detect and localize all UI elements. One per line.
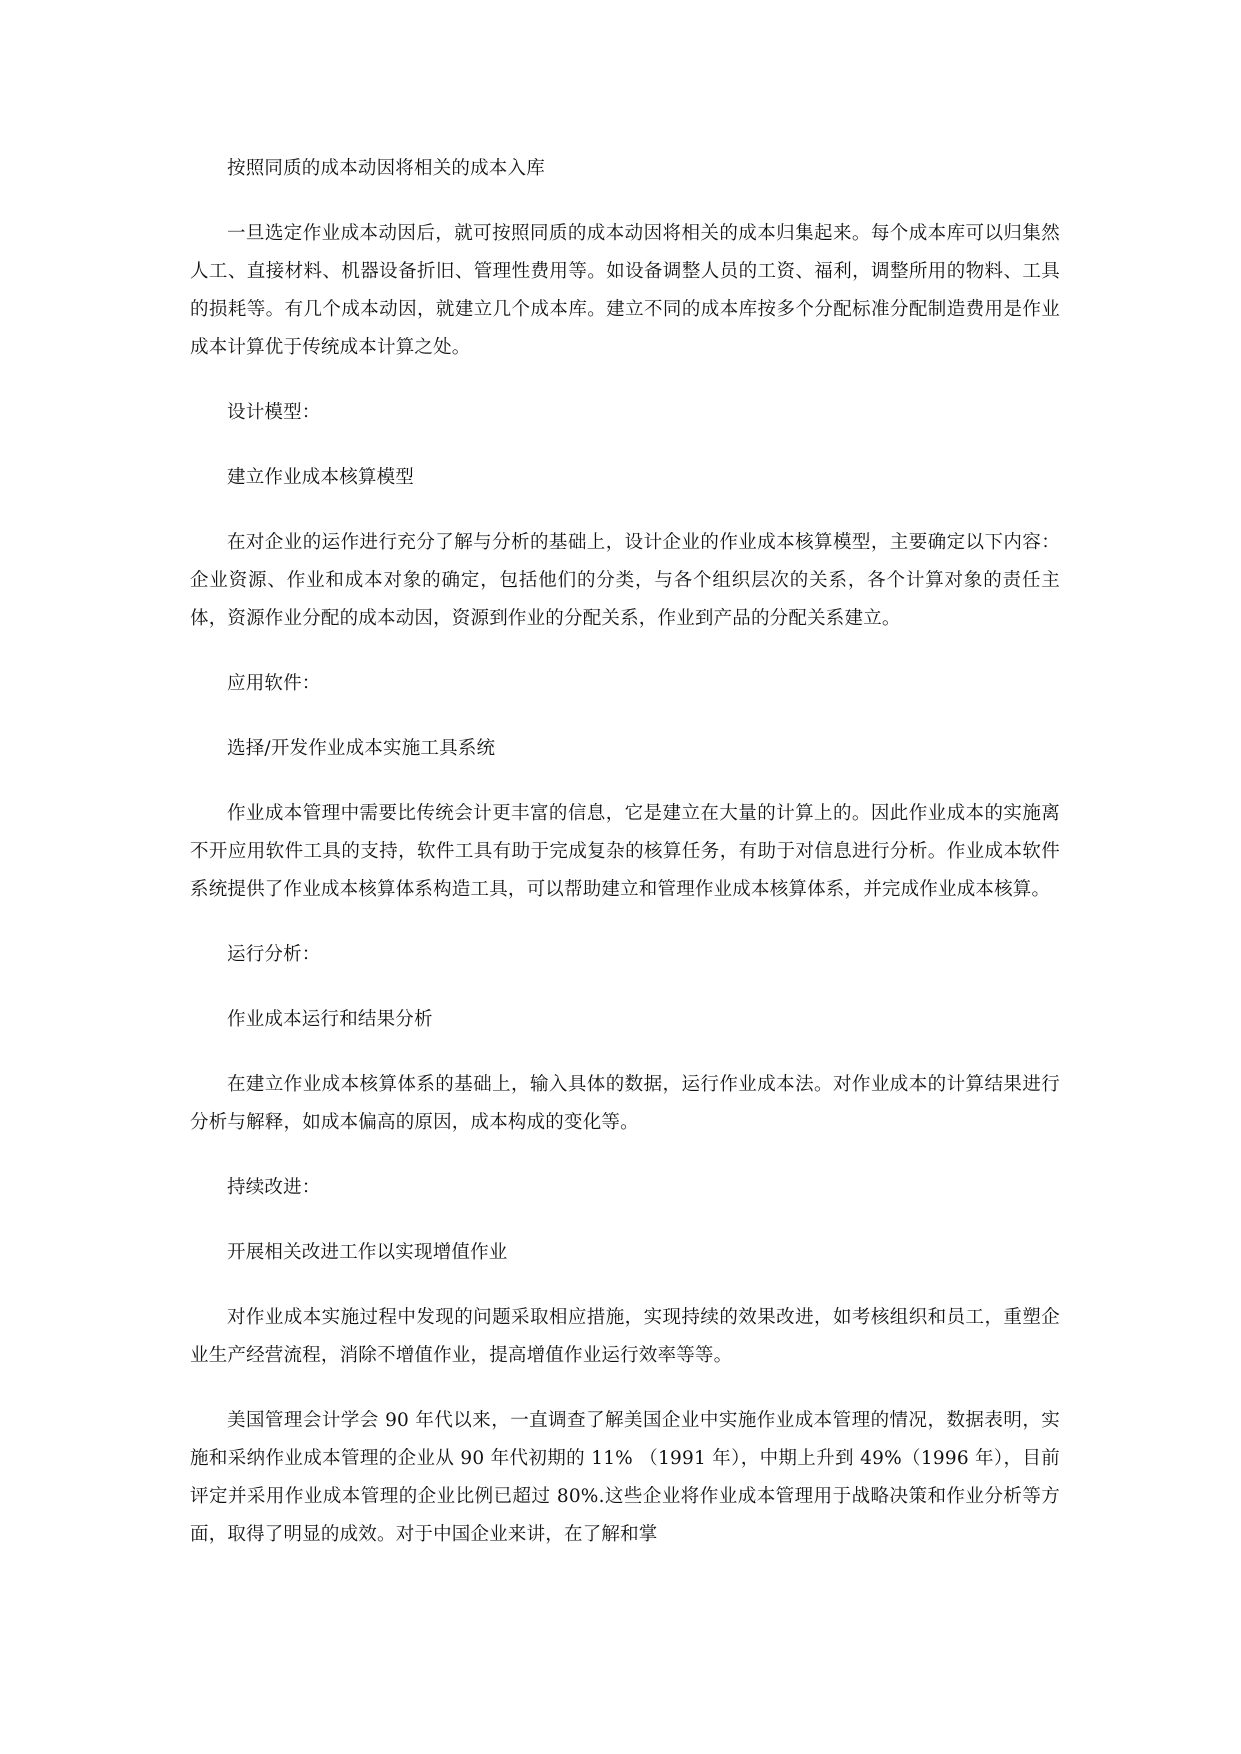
paragraph-software-heading: 选择/开发作业成本实施工具系统 [227,738,496,759]
paragraph-software-label: 应用软件： [227,673,321,694]
paragraph-analysis-label: 运行分析： [227,944,321,965]
paragraph-design-model-body: 在对企业的运作进行充分了解与分析的基础上，设计企业的作业成本核算模型，主要确定以下内容：企业资源、作业和成本对象的确定，包括他们的分类，与各个组织层次的关系，各个计算对象的责任主体，资源作业分配的成本动因，资源到作业的分配关系，作业到产品的分配关系建立。 [190,532,1060,629]
paragraph-design-model-heading: 建立作业成本核算模型 [227,467,415,488]
paragraph-analysis-heading: 作业成本运行和结果分析 [227,1009,433,1030]
paragraph-software-body: 作业成本管理中需要比传统会计更丰富的信息，它是建立在大量的计算上的。因此作业成本的实施离不开应用软件工具的支持，软件工具有助于完成复杂的核算任务，有助于对信息进行分析。作业成本软件系统提供了作业成本核算体系构造工具，可以帮助建立和管理作业成本核算体系，并完成作业成本核算。 [190,803,1060,900]
paragraph-survey-body: 美国管理会计学会 90 年代以来，一直调查了解美国企业中实施作业成本管理的情况，数据表明，实施和采纳作业成本管理的企业从 90 年代初期的 11% （1991 年），中期上升到 49%（1996 年），目前评定并采用作业成本管理的企业比例已超过 80%.这些企业将作业成本管理用于战略决策和作业分析等方面，取得了明显的成效。对于中国企业来讲，在了解和掌 [190,1410,1060,1545]
paragraph-improvement-heading: 开展相关改进工作以实现增值作业 [227,1242,508,1263]
paragraph-improvement-body: 对作业成本实施过程中发现的问题采取相应措施，实现持续的效果改进，如考核组织和员工，重塑企业生产经营流程，消除不增值作业，提高增值作业运行效率等等。 [190,1307,1060,1366]
paragraph-cost-pool-body: 一旦选定作业成本动因后，就可按照同质的成本动因将相关的成本归集起来。每个成本库可以归集然人工、直接材料、机器设备折旧、管理性费用等。如设备调整人员的工资、福利，调整所用的物料、工具的损耗等。有几个成本动因，就建立几个成本库。建立不同的成本库按多个分配标准分配制造费用是作业成本计算优于传统成本计算之处。 [190,223,1060,358]
paragraph-design-model-label: 设计模型： [227,402,321,423]
paragraph-analysis-body: 在建立作业成本核算体系的基础上，输入具体的数据，运行作业成本法。对作业成本的计算结果进行分析与解释，如成本偏高的原因，成本构成的变化等。 [190,1074,1060,1133]
document-page [190,150,1060,1554]
paragraph-improvement-label: 持续改进： [227,1177,321,1198]
paragraph-heading-cost-pool: 按照同质的成本动因将相关的成本入库 [227,158,545,179]
